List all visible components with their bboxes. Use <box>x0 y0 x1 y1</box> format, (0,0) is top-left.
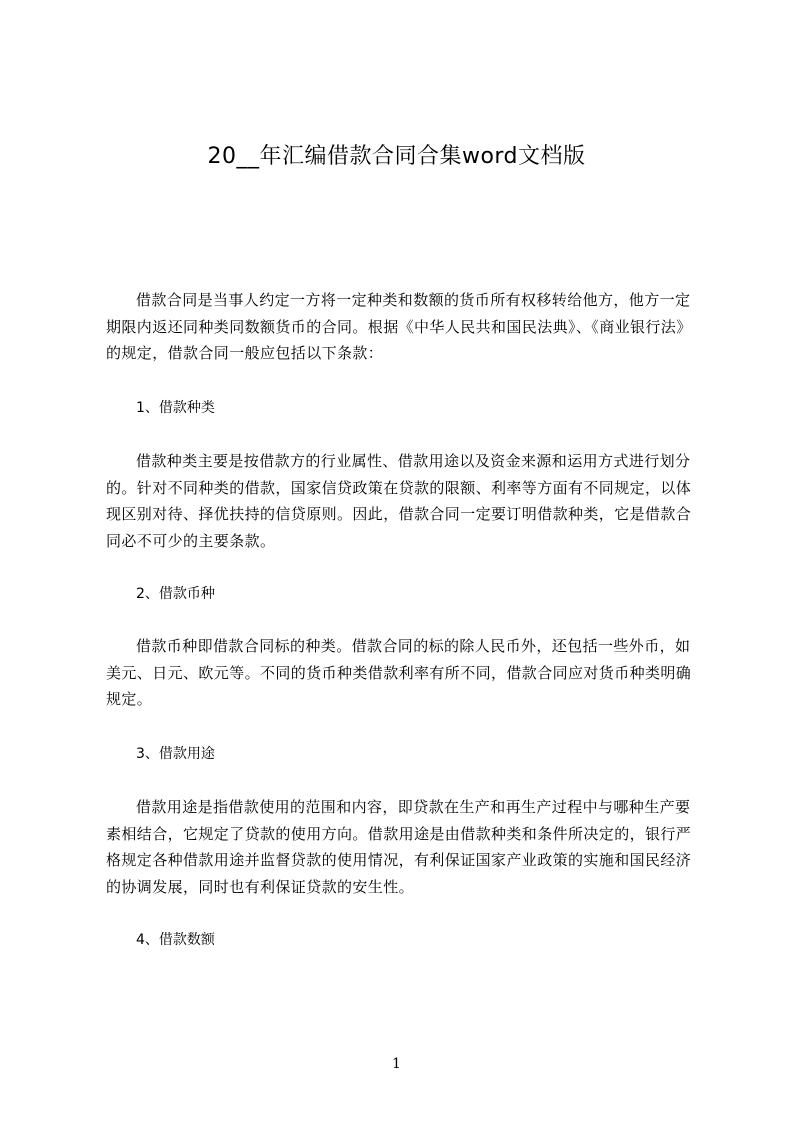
section-heading-loan-currency: 2、借款币种 <box>136 586 215 602</box>
section-body-loan-type: 借款种类主要是按借款方的行业属性、借款用途以及资金来源和运用方式进行划分的。针对不同种类的借款，国家信贷政策在贷款的限额、利率等方面有不同规定，以体现区别对待、择优扶持的信贷原则。因此，借款合同一定要订明借款种类，它是借款合同必不可少的主要条款。 <box>106 452 692 550</box>
page-number: 1 <box>392 1056 401 1072</box>
section-heading-loan-type: 1、借款种类 <box>136 400 215 416</box>
section-body-loan-purpose: 借款用途是指借款使用的范围和内容，即贷款在生产和再生产过程中与哪种生产要素相结合，它规定了贷款的使用方向。借款用途是由借款种类和条件所决定的，银行严格规定各种借款用途并监督贷款的使用情况，有利保证国家产业政策的实施和国民经济的协调发展，同时也有利保证贷款的安生性。 <box>106 798 692 896</box>
section-heading-loan-purpose: 3、借款用途 <box>136 746 215 762</box>
section-body-loan-currency: 借款币种即借款合同标的种类。借款合同的标的除人民币外，还包括一些外币，如美元、日元、欧元等。不同的货币种类借款利率有所不同，借款合同应对货币种类明确规定。 <box>106 637 692 708</box>
section-heading-loan-amount: 4、借款数额 <box>136 932 215 948</box>
document-title: 20__年汇编借款合同合集word文档版 <box>207 144 586 169</box>
intro-paragraph: 借款合同是当事人约定一方将一定种类和数额的货币所有权移转给他方，他方一定期限内返还同种类同数额货币的合同。根据《中华人民共和国民法典》、《商业银行法》的规定，借款合同一般应包括以下条款： <box>106 291 692 362</box>
